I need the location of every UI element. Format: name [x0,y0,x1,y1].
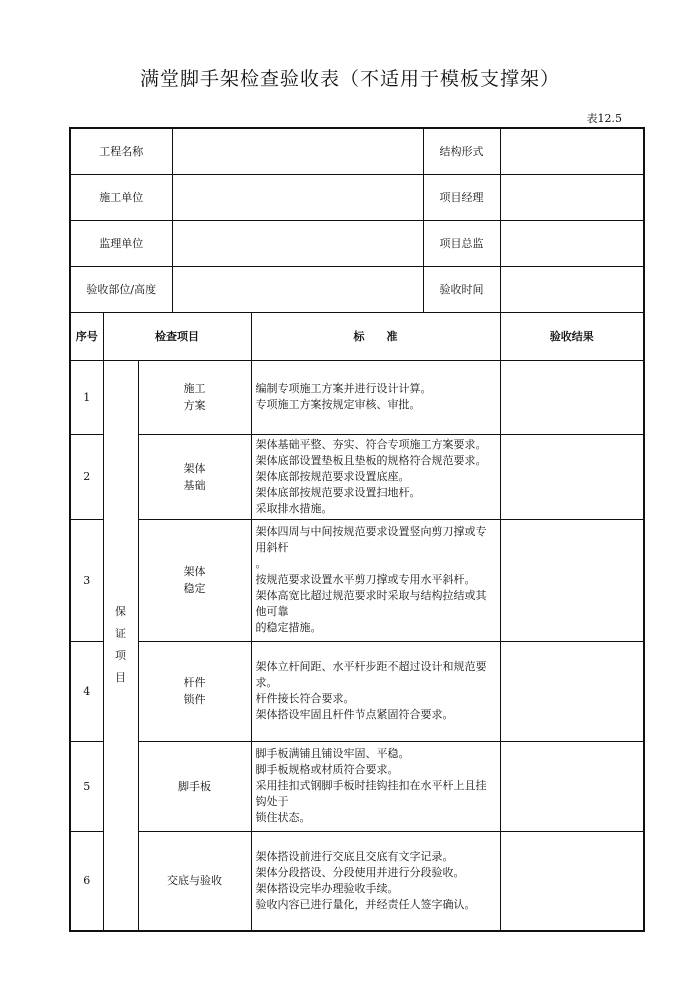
check-row [70,519,644,641]
standard-line: 架体底部设置垫板且垫板的规格符合规范要求。 [255,453,487,467]
header-item: 检查项目 [103,312,251,360]
standard-line: 的稳定措施。 [255,621,322,634]
result-field[interactable] [500,360,644,434]
item-line: 杆件 [183,676,206,689]
check-item [138,360,251,434]
info-value-field[interactable] [500,220,644,266]
check-standard [251,831,500,931]
standard-line: 架体底部按规范要求设置底座。 [255,469,410,483]
check-row [70,641,644,741]
info-row [70,174,644,220]
form-code: 表12.5 [586,112,622,125]
group-char: 证 [115,627,126,641]
standard-line: 编制专项施工方案并进行设计计算。 [255,382,432,395]
standard-line: 验收内容已进行量化，并经责任人签字确认。 [255,897,476,911]
check-item [138,641,251,741]
row-number: 6 [70,831,103,931]
info-label: 工程名称 [70,128,172,174]
check-item [138,831,251,931]
standard-line: 架体搭设前进行交底且交底有文字记录。 [255,849,454,863]
standard-line: 架体分段搭设、分段使用并进行分段验收。 [255,865,465,879]
check-row [70,434,644,519]
check-item [138,434,251,519]
item-line: 稳定 [183,582,206,595]
group-char: 项 [115,649,126,663]
standard-line: 专项施工方案按规定审核、审批。 [255,398,421,411]
result-field[interactable] [500,641,644,741]
check-standard [251,434,500,519]
standard-line: 采用挂扣式钢脚手板时挂钩挂扣在水平杆上且挂钩处于 [255,779,487,808]
item-line: 脚手板 [178,779,212,793]
check-item [138,741,251,831]
row-number: 4 [70,641,103,741]
group-char: 保 [115,605,126,619]
group-label [103,360,138,931]
standard-line: 脚手板规格或材质符合要求。 [255,763,399,776]
info-value-field[interactable] [172,128,423,174]
standard-line: 架体四周与中间按规范要求设置竖向剪刀撑或专用斜杆 [255,525,487,554]
standard-line: 脚手板满铺且铺设牢固、平稳。 [255,747,410,760]
standard-line: 架体基础平整、夯实、符合专项施工方案要求。 [255,437,487,451]
row-number: 1 [70,360,103,434]
standard-line: 架体底部按规范要求设置扫地杆。 [255,485,421,499]
group-char: 目 [115,671,126,685]
info-row [70,266,644,312]
standard-line: 按规范要求设置水平剪刀撑或专用水平斜杆。 [255,573,476,586]
standard-line: 杆件接长符合要求。 [255,692,355,705]
check-row [70,741,644,831]
check-standard [251,360,500,434]
check-row [70,831,644,931]
item-line: 施工 [183,382,206,395]
info-label: 验收时间 [423,266,500,312]
info-value-field[interactable] [500,266,644,312]
form-title: 满堂脚手架检查验收表（不适用于模板支撑架） [139,68,560,90]
check-row [70,360,644,434]
standard-line: 锁住状态。 [255,811,311,824]
info-label: 施工单位 [70,174,172,220]
header-no: 序号 [70,312,103,360]
info-row [70,128,644,174]
item-line: 方案 [183,399,206,412]
info-value-field[interactable] [172,174,423,220]
result-field[interactable] [500,741,644,831]
info-value-field[interactable] [172,266,423,312]
info-label: 验收部位/高度 [70,266,172,312]
standard-line: 架体立杆间距、水平杆步距不超过设计和规范要求。 [255,660,487,689]
info-label: 项目经理 [423,174,500,220]
item-line: 架体 [183,461,206,475]
inspection-table [69,127,645,932]
standard-line: 架体搭设完毕办理验收手续。 [255,881,399,895]
check-standard [251,641,500,741]
item-line: 基础 [183,478,206,492]
header-row [70,312,644,360]
info-value-field[interactable] [172,220,423,266]
info-label: 结构形式 [423,128,500,174]
standard-line: 架体搭设牢固且杆件节点紧固符合要求。 [255,708,454,721]
standard-line: 。 [255,557,267,570]
item-line: 锁件 [183,693,206,706]
result-field[interactable] [500,519,644,641]
result-field[interactable] [500,831,644,931]
info-value-field[interactable] [500,174,644,220]
row-number: 3 [70,519,103,641]
info-label: 项目总监 [423,220,500,266]
header-standard: 标 准 [251,312,500,360]
info-row [70,220,644,266]
check-standard [251,741,500,831]
check-item [138,519,251,641]
item-line: 架体 [183,565,206,578]
info-label: 监理单位 [70,220,172,266]
check-standard [251,519,500,641]
row-number: 2 [70,434,103,519]
standard-line: 架体高宽比超过规范要求时采取与结构拉结或其他可靠 [255,589,487,618]
header-result: 验收结果 [500,312,644,360]
item-line: 交底与验收 [167,874,223,888]
info-value-field[interactable] [500,128,644,174]
result-field[interactable] [500,434,644,519]
standard-line: 采取排水措施。 [255,501,333,515]
row-number: 5 [70,741,103,831]
